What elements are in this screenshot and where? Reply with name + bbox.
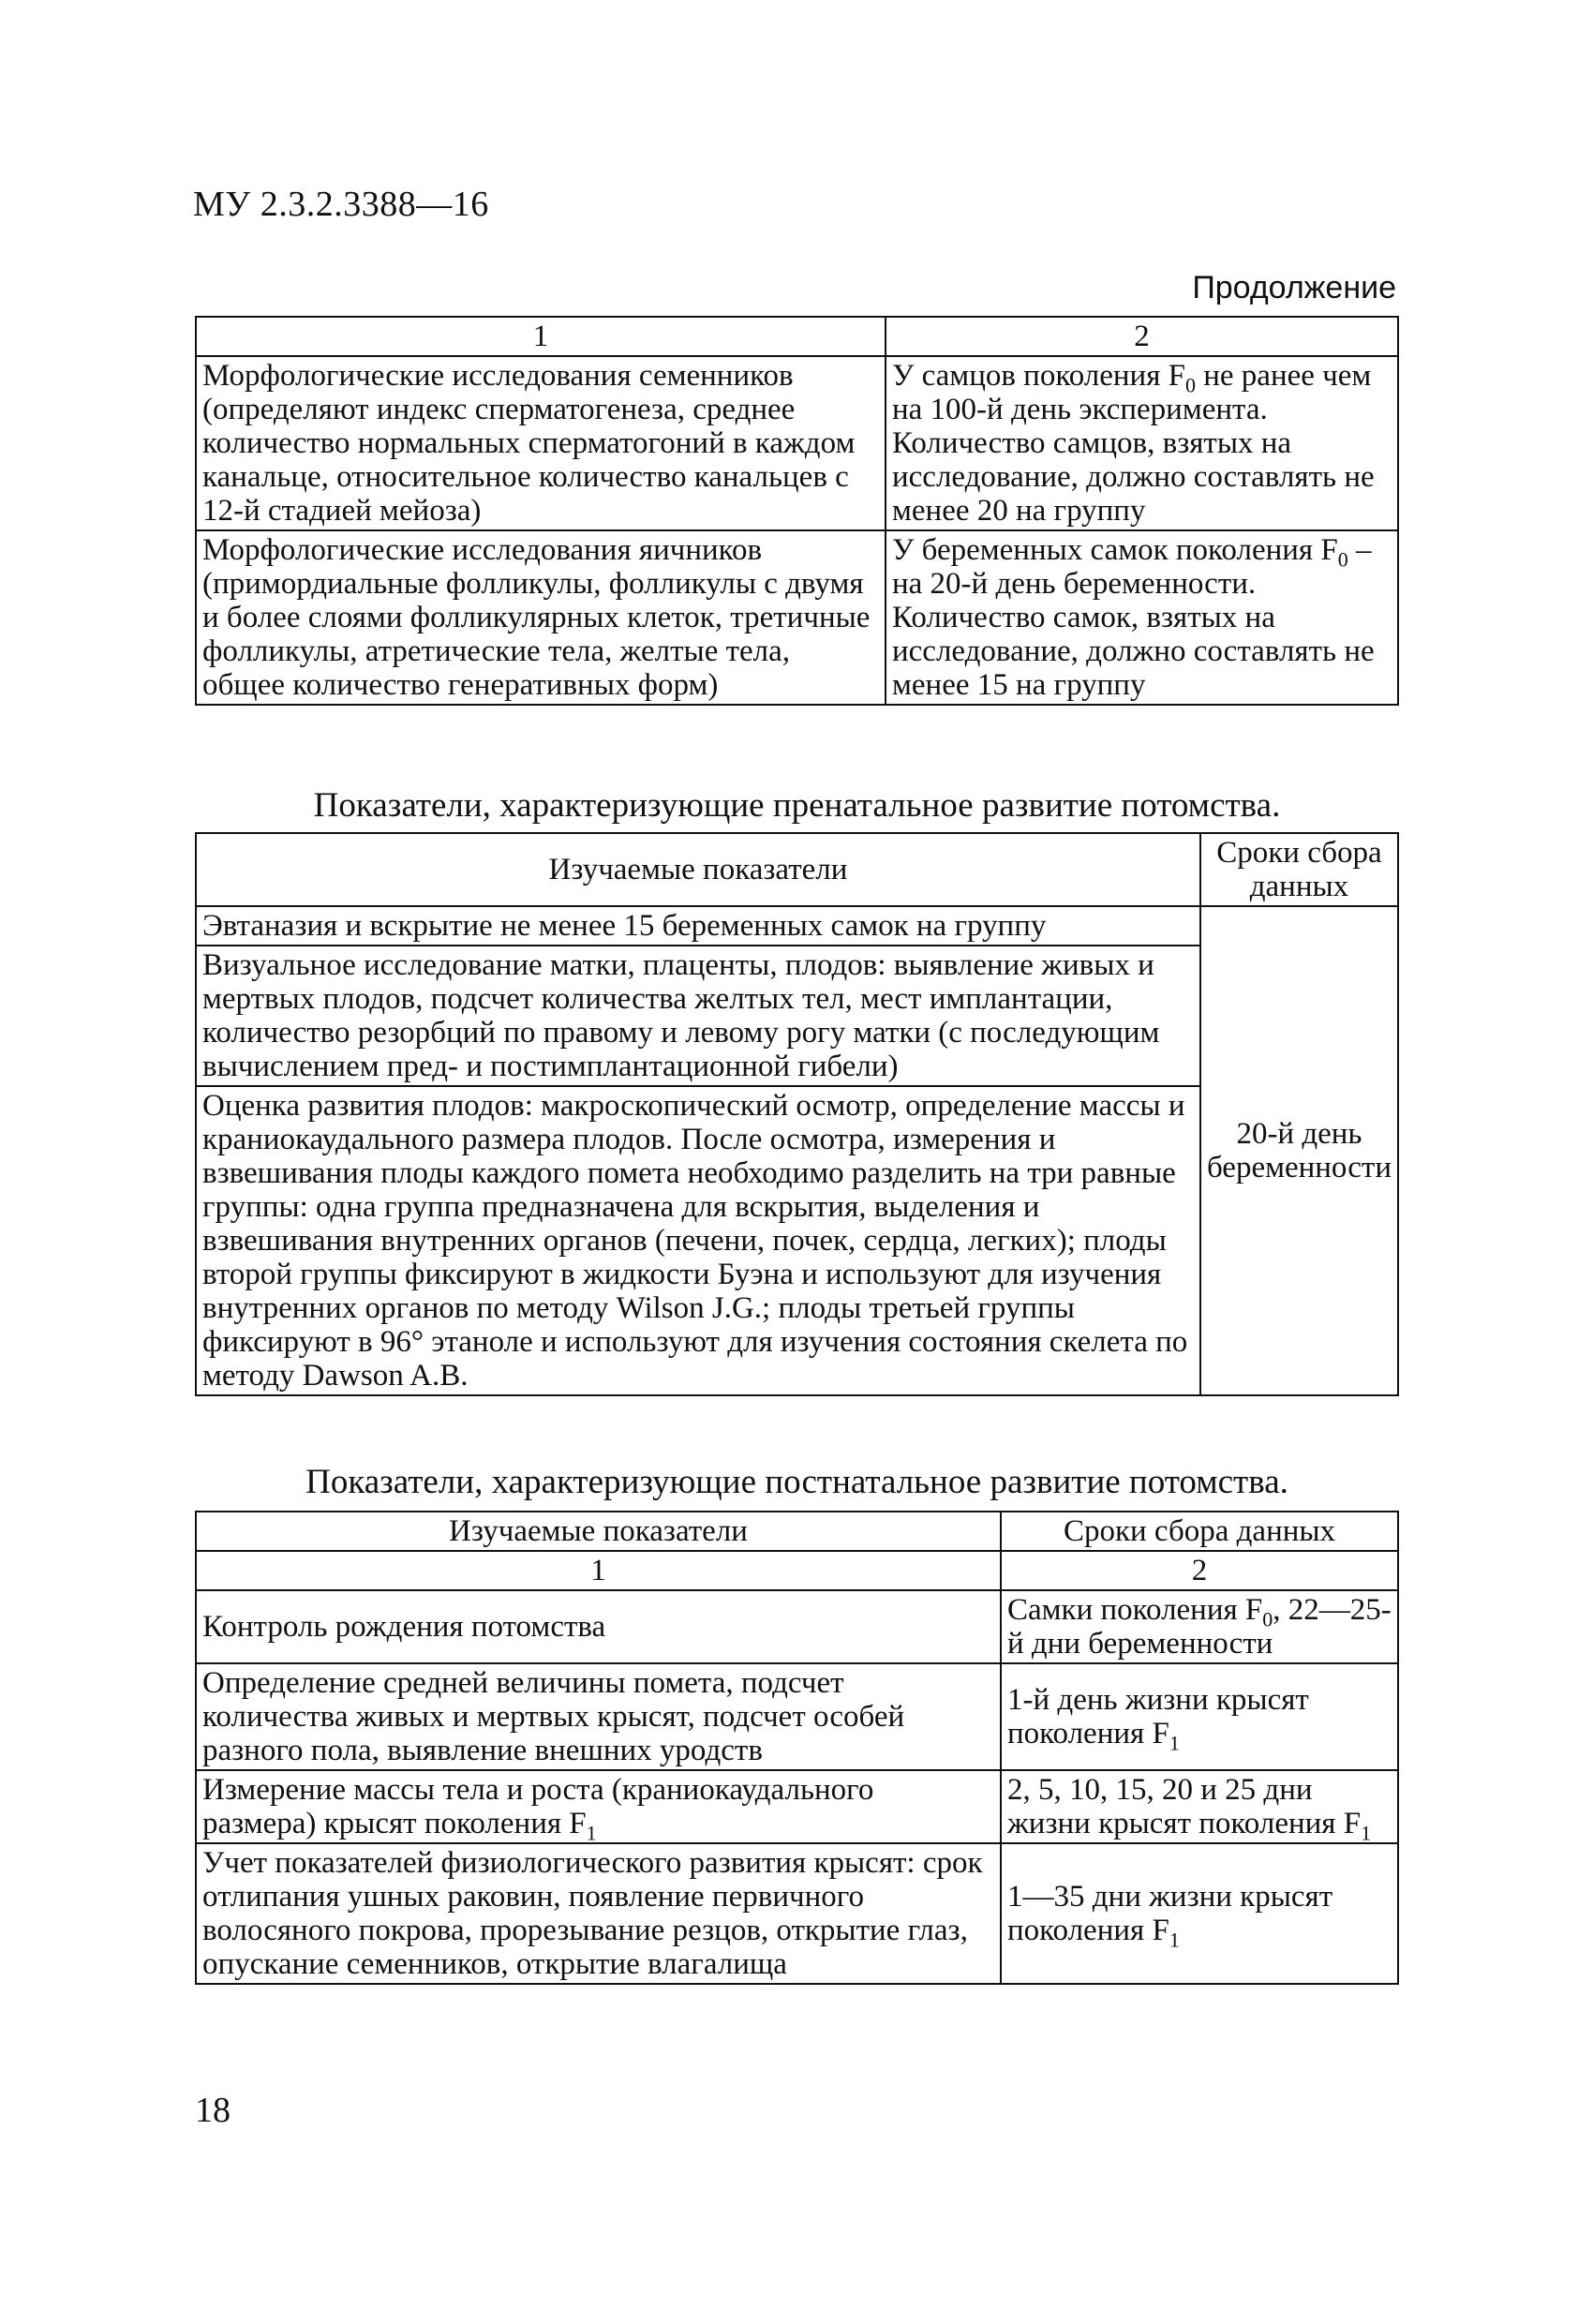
indicator-cell: Учет показателей физиологического развития крысят: срок отлипания ушных раковин, появление первичного волосяного покрова, прорезывание резцов, открытие глаз, опускание семенников, открытие влагалища — [196, 1843, 1001, 1984]
indicator-cell: Эвтаназия и вскрытие не менее 15 беременных самок на группу — [196, 906, 1200, 946]
column-header: Изучаемые показатели — [196, 1512, 1001, 1551]
indicator-cell: Морфологические исследования семенников (определяют индекс сперматогенеза, среднее количество нормальных сперматогоний в каждом канальце, относительное количество канальцев с 12-й стадией мейоза) — [196, 356, 886, 530]
indicator-cell: Оценка развития плодов: макроскопический осмотр, определение массы и краниокаудального размера плодов. После осмотра, измерения и взвешивания плоды каждого помета необходимо разделить на три равные группы: одна группа предназначена для вскрытия, выделения и взвешивания внутренних органов (печени, почек, сердца, легких); плоды второй группы фиксируют в жидкости Буэна и используют для изучения внутренних органов по методу Wilson J.G.; плоды третьей группы фиксируют в 96° этаноле и используют для изучения состояния скелета по методу Dawson A.B. — [196, 1086, 1200, 1395]
document-code: МУ 2.3.2.3388—16 — [193, 185, 489, 224]
column-header: Сроки сбора данных — [1200, 833, 1398, 906]
continuation-table — [195, 316, 1399, 706]
indicator-cell: Морфологические исследования яичников (примордиальные фолликулы, фолликулы с двумя и более слоями фолликулярных клеток, третичные фолликулы, атретические тела, желтые тела, общее количество генеративных форм) — [196, 530, 886, 705]
table-row — [196, 356, 1398, 530]
table-header-row — [196, 1512, 1398, 1551]
indicator-cell: Визуальное исследование матки, плаценты, плодов: выявление живых и мертвых плодов, подсчет количества желтых тел, мест имплантации, количество резорбций по правому и левому рогу матки (с последующим вычислением пред- и постимплантационной гибели) — [196, 946, 1200, 1086]
table-number-row — [196, 1551, 1398, 1590]
timing-cell: У беременных самок поколения $F_0$ – на 20-й день беременности. Количество самок, взятых на исследование, должно составлять не менее 15 на группу — [886, 530, 1398, 705]
postnatal-heading: Показатели, характеризующие постнатальное развитие потомства. — [305, 1463, 1288, 1501]
column-header: Изучаемые показатели — [196, 833, 1200, 906]
table-row — [196, 530, 1398, 705]
column-number: 2 — [886, 317, 1398, 356]
timing-cell: У самцов поколения $F_0$ не ранее чем на 100-й день эксперимента. Количество самцов, взятых на исследование, должно составлять не менее 20 на группу — [886, 356, 1398, 530]
timing-cell: 1—35 дни жизни крысят поколения $F_1$ — [1001, 1843, 1398, 1984]
continuation-label: Продолжение — [1192, 270, 1396, 305]
postnatal-table — [195, 1511, 1399, 1985]
table-row — [196, 1843, 1398, 1984]
column-number: 2 — [1001, 1551, 1398, 1590]
timing-cell: 1-й день жизни крысят поколения $F_1$ — [1001, 1663, 1398, 1770]
table-header-row — [196, 833, 1398, 906]
table-row — [196, 1663, 1398, 1770]
indicator-cell: Определение средней величины помета, подсчет количества живых и мертвых крысят, подсчет особей разного пола, выявление внешних уродств — [196, 1663, 1001, 1770]
page-number: 18 — [195, 2091, 231, 2130]
column-header: Сроки сбора данных — [1001, 1512, 1398, 1551]
column-number: 1 — [196, 1551, 1001, 1590]
indicator-cell: Измерение массы тела и роста (краниокаудального размера) крысят поколения $F_1$ — [196, 1770, 1001, 1843]
column-number: 1 — [196, 317, 886, 356]
timing-cell: Самки поколения $F_0$, 22—25-й дни беременности — [1001, 1590, 1398, 1663]
timing-cell: 2, 5, 10, 15, 20 и 25 дни жизни крысят поколения $F_1$ — [1001, 1770, 1398, 1843]
prenatal-table — [195, 832, 1399, 1396]
table-row — [196, 906, 1398, 946]
timing-cell: 20-й день беременности — [1200, 906, 1398, 1395]
table-header-row — [196, 317, 1398, 356]
table-row — [196, 1590, 1398, 1663]
indicator-cell: Контроль рождения потомства — [196, 1590, 1001, 1663]
table-row — [196, 1770, 1398, 1843]
prenatal-heading: Показатели, характеризующие пренатальное развитие потомства. — [313, 786, 1281, 825]
